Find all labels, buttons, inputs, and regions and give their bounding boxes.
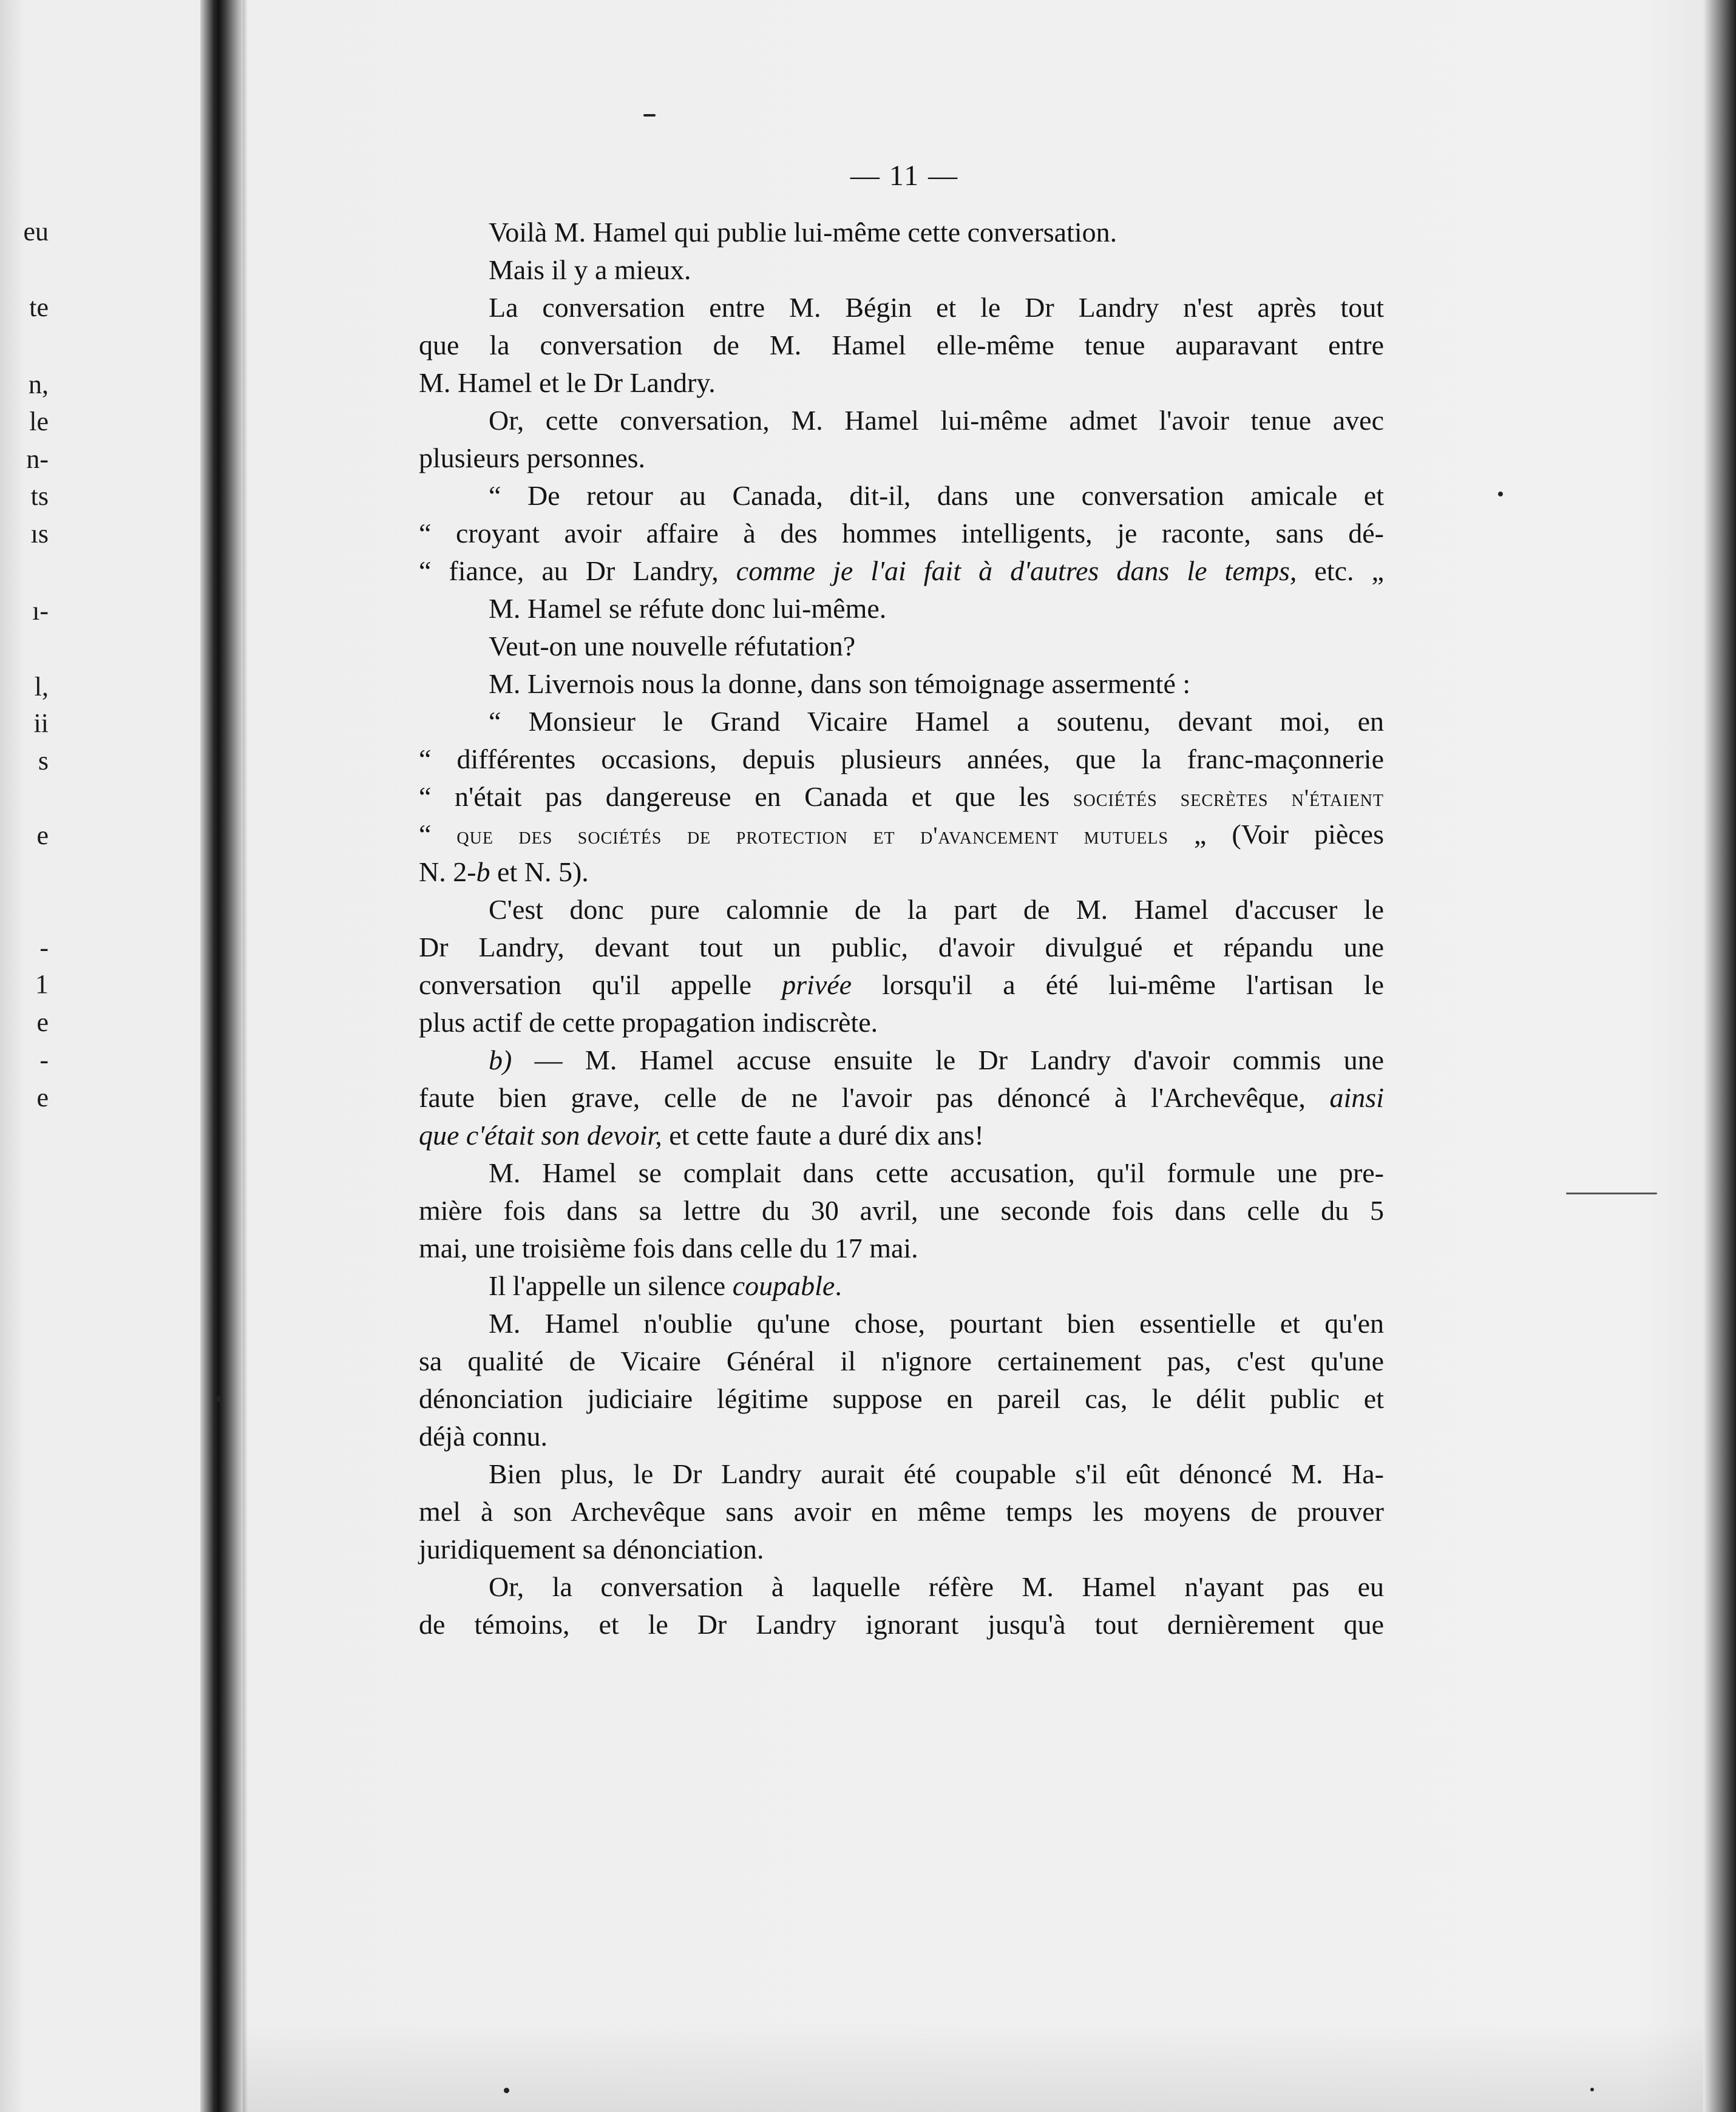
- scan-speck: [1566, 1193, 1657, 1194]
- text-line: C'est donc pure calomnie de la part de M. Hamel d'accuser le: [489, 894, 1384, 925]
- text-line: plusieurs personnes.: [419, 442, 646, 473]
- scan-speck: [1590, 2088, 1594, 2091]
- text-line: “ Monsieur le Grand Vicaire Hamel a soutenu, devant moi, en: [489, 706, 1384, 737]
- text-line: Or, la conversation à laquelle réfère M. Hamel n'ayant pas eu: [489, 1571, 1384, 1602]
- text-line: Or, cette conversation, M. Hamel lui-même admet l'avoir tenue avec: [489, 405, 1384, 436]
- text-line: dénonciation judiciaire légitime suppose en pareil cas, le délit public et: [419, 1383, 1384, 1414]
- left-page-fragments: [0, 0, 200, 2112]
- text-line: b) — M. Hamel accuse ensuite le Dr Landry d'avoir commis une: [489, 1044, 1384, 1075]
- text-line: Mais il y a mieux.: [489, 254, 691, 285]
- left-page-fragment: -: [39, 1045, 49, 1075]
- book-gutter: [200, 0, 243, 2112]
- text-line: juridiquement sa dénonciation.: [419, 1534, 764, 1565]
- left-page-fragment: n-: [26, 444, 49, 474]
- left-page-fragment: le: [29, 407, 49, 436]
- text-line: M. Livernois nous la donne, dans son témoignage assermenté :: [489, 668, 1191, 699]
- text-line: “ croyant avoir affaire à des hommes intelligents, je raconte, sans dé-: [419, 518, 1384, 549]
- page-number: — 11 —: [850, 160, 959, 192]
- text-line: faute bien grave, celle de ne l'avoir pas dénoncé à l'Archevêque, ainsi: [419, 1082, 1384, 1113]
- scan-speck: [643, 114, 656, 117]
- gutter-edge: [243, 0, 248, 2112]
- left-page-fragment: e: [36, 1007, 49, 1037]
- text-line: de témoins, et le Dr Landry ignorant jusqu'à tout dernièrement que: [419, 1609, 1384, 1640]
- left-page-fragment: ii: [33, 708, 49, 738]
- text-line: Veut-on une nouvelle réfutation?: [489, 631, 856, 662]
- left-page-fragment: ts: [30, 481, 49, 511]
- right-page-edge: [1703, 0, 1736, 2112]
- text-line: mière fois dans sa lettre du 30 avril, une seconde fois dans celle du 5: [419, 1195, 1384, 1226]
- text-line: “ De retour au Canada, dit-il, dans une conversation amicale et: [489, 480, 1384, 511]
- text-line: mai, une troisième fois dans celle du 17 mai.: [419, 1233, 918, 1264]
- scan-speck: [216, 1396, 222, 1402]
- left-page-fragment: 1: [35, 969, 49, 999]
- text-line: conversation qu'il appelle privée lorsqu'il a été lui-même l'artisan le: [419, 969, 1384, 1000]
- text-line: plus actif de cette propagation indiscrète.: [419, 1007, 878, 1038]
- text-line: déjà connu.: [419, 1421, 548, 1452]
- left-page-fragment: e: [36, 821, 49, 850]
- left-page-fragment: ı-: [32, 596, 49, 626]
- text-line: Bien plus, le Dr Landry aurait été coupable s'il eût dénoncé M. Ha-: [489, 1458, 1384, 1489]
- left-page-fragment: ıs: [30, 519, 49, 549]
- left-page-fragment: eu: [23, 217, 49, 246]
- text-line: Il l'appelle un silence coupable.: [489, 1270, 842, 1301]
- text-line: N. 2-b et N. 5).: [419, 856, 589, 887]
- text-line: “ n'était pas dangereuse en Canada et que les sociétés secrètes n'étaient: [419, 781, 1384, 812]
- left-page-fragment: e: [36, 1083, 49, 1112]
- left-page-fragment: te: [29, 293, 49, 322]
- text-line: “ fiance, au Dr Landry, comme je l'ai fait à d'autres dans le temps, etc. „: [419, 555, 1384, 586]
- text-line: “ que des sociétés de protection et d'avancement mutuels „ (Voir pièces: [419, 819, 1384, 850]
- bottom-shadow: [243, 2021, 1703, 2112]
- text-line: que c'était son devoir, et cette faute a duré dix ans!: [419, 1120, 984, 1151]
- text-line: M. Hamel n'oublie qu'une chose, pourtant bien essentielle et qu'en: [489, 1308, 1384, 1339]
- text-line: Dr Landry, devant tout un public, d'avoir divulgué et répandu une: [419, 932, 1384, 963]
- text-line: M. Hamel se complait dans cette accusation, qu'il formule une pre-: [489, 1157, 1384, 1188]
- scan-speck: [1498, 492, 1503, 496]
- left-page-fragment: s: [38, 746, 49, 776]
- body-text: [419, 214, 1384, 1643]
- text-line: M. Hamel et le Dr Landry.: [419, 367, 716, 398]
- text-line: sa qualité de Vicaire Général il n'ignore certainement pas, c'est qu'une: [419, 1345, 1384, 1376]
- text-line: “ différentes occasions, depuis plusieurs années, que la franc-maçonnerie: [419, 743, 1384, 774]
- text-line: La conversation entre M. Bégin et le Dr Landry n'est après tout: [489, 292, 1384, 323]
- text-line: Voilà M. Hamel qui publie lui-même cette conversation.: [489, 217, 1117, 248]
- text-line: M. Hamel se réfute donc lui-même.: [489, 593, 887, 624]
- scan-speck: [504, 2088, 509, 2093]
- left-page-fragment: l,: [34, 672, 49, 702]
- left-page-fragment: n,: [29, 370, 49, 399]
- text-line: que la conversation de M. Hamel elle-même tenue auparavant entre: [419, 330, 1384, 360]
- left-page-fragment: -: [39, 933, 49, 963]
- text-line: mel à son Archevêque sans avoir en même temps les moyens de prouver: [419, 1496, 1384, 1527]
